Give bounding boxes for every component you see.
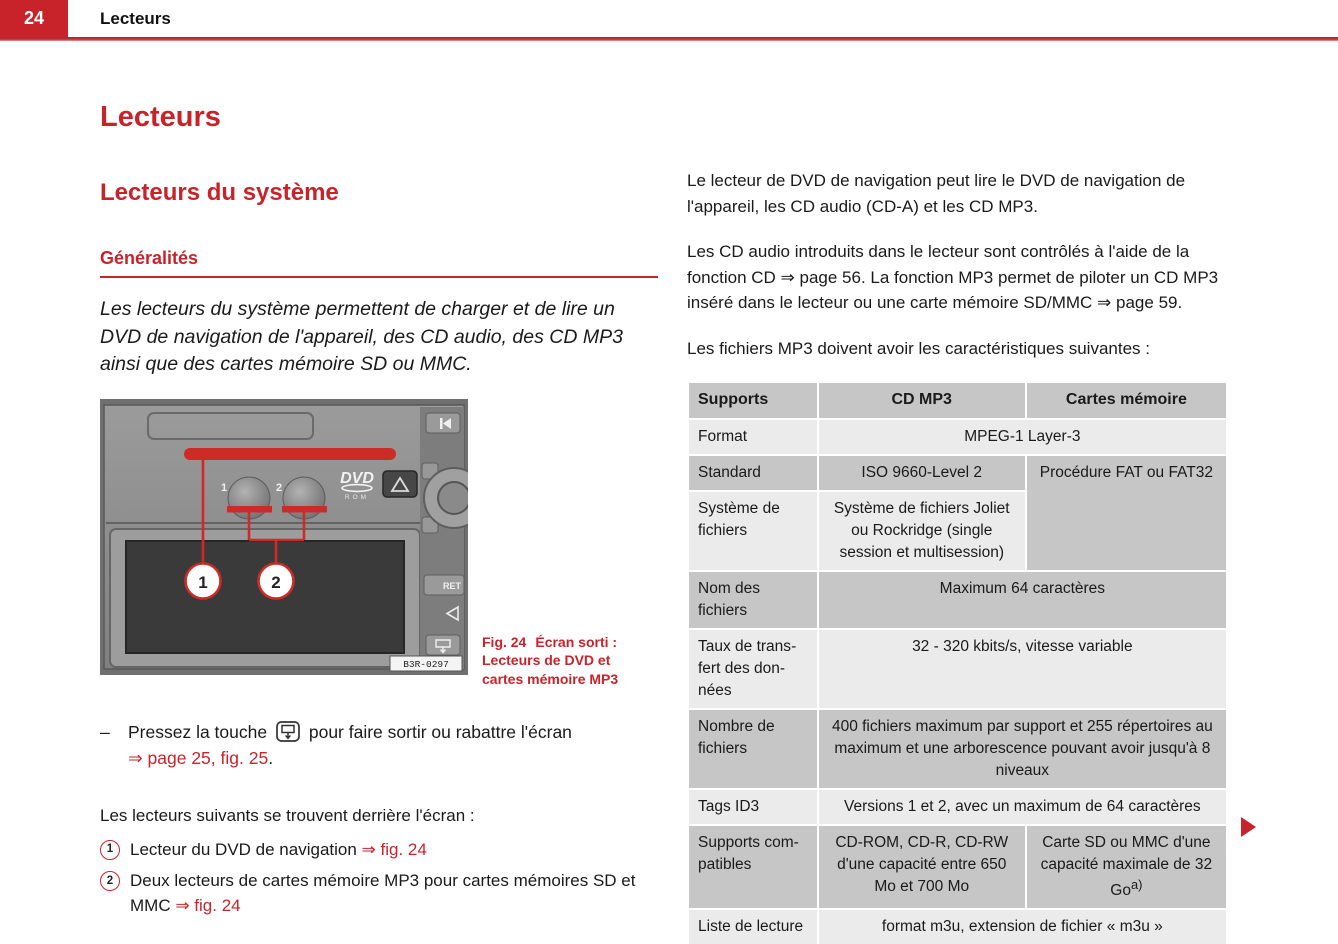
paragraph-3: Les fichiers MP3 doivent avoir les caractéristiques suivantes :: [687, 338, 1150, 358]
row-label-taux: Taux de transfert des données: [688, 629, 818, 709]
dvd-slot: [184, 448, 396, 460]
skip-back-button: [426, 413, 460, 433]
row-label-nombre: Nombre de fichiers: [688, 709, 818, 789]
list-item-2-body: Deux lecteurs de cartes mémoire MP3 pour cartes mémoires SD et MMC: [130, 871, 636, 915]
row-label-nom: Nom des fichiers: [688, 571, 818, 629]
instruction-period: .: [268, 748, 274, 769]
callout-2: [259, 564, 294, 599]
list-item-2: [100, 869, 658, 918]
callout-1: [186, 564, 221, 599]
col-header-cartes: Cartes mémoire: [1026, 382, 1227, 419]
row-label-standard: Standard: [688, 455, 818, 491]
instruction-bullet: [100, 719, 658, 772]
right-column: [687, 168, 1228, 944]
list-item-1-marker: 1: [100, 840, 120, 860]
figure-24: [100, 399, 658, 687]
row-value-systeme-cd: Système de fichiers Joliet ou Rockridge (single session et multisession): [818, 491, 1026, 571]
row-label-supports-compatibles: Supports compatibles: [688, 825, 818, 909]
row-value-standard-cd: ISO 9660-Level 2: [818, 455, 1026, 491]
left-column: [100, 102, 658, 926]
table-header-row: [688, 382, 1227, 419]
row-value-supports-mem: [1026, 825, 1227, 909]
running-header-title: Lecteurs: [100, 8, 171, 28]
callout-1-number: 1: [198, 573, 208, 593]
section-title: Lecteurs du système: [100, 178, 339, 206]
instruction-post: pour faire sortir ou rabattre l'écran: [308, 722, 572, 743]
control-strip-bg: [420, 407, 464, 669]
slot-1-label: 1: [220, 482, 228, 495]
figure-caption: [482, 633, 654, 688]
control-strip: [420, 407, 468, 669]
dvd-logo: DVD: [340, 470, 374, 488]
rotary-knob-center: [438, 482, 468, 514]
screen-key-icon: [276, 721, 300, 742]
skip-back-bar: [440, 418, 443, 429]
xref-page-25[interactable]: ⇒ page 25, fig. 25: [128, 748, 269, 769]
list-item-1-body: Lecteur du DVD de navigation: [130, 839, 357, 859]
row-value-supports-cd: CD-ROM, CD-R, CD-RW d'une capacité entre 650 Mo et 700 Mo: [818, 825, 1026, 909]
row-value-format: MPEG-1 Layer-3: [818, 419, 1227, 455]
table-row: [688, 419, 1227, 455]
figure-caption-text: Écran sorti : Lecteurs de DVD et cartes mémoire MP3: [482, 634, 619, 687]
supports-mem-text: Carte SD ou MMC d'une capacité maximale de 32 Go: [1040, 833, 1213, 899]
row-value-taux: 32 - 320 kbits/s, vitesse variable: [818, 629, 1227, 709]
col-header-cdmp3: CD MP3: [818, 382, 1026, 419]
table-row: [688, 789, 1227, 825]
list-item-1: [100, 838, 658, 863]
list-item-2-text: [130, 869, 658, 918]
row-value-nom: Maximum 64 caractères: [818, 571, 1227, 629]
list-item-2-marker: 2: [100, 871, 120, 891]
table-row: [688, 825, 1227, 909]
page-number-badge: 24: [0, 0, 68, 37]
subsection-title: Généralités: [100, 248, 658, 278]
instruction-pre: Pressez la touche: [128, 722, 268, 743]
table-row: [688, 629, 1227, 709]
table-row: [688, 455, 1227, 491]
chapter-title: Lecteurs: [100, 101, 221, 133]
list-intro: Les lecteurs suivants se trouvent derrière l'écran :: [100, 805, 475, 825]
row-value-tags: Versions 1 et 2, avec un maximum de 64 caractères: [818, 789, 1227, 825]
header-rule: [0, 37, 1338, 41]
continuation-arrow-icon: [1241, 817, 1256, 837]
slot-2-label: 2: [275, 482, 283, 495]
paragraph-2: Les CD audio introduits dans le lecteur sont contrôlés à l'aide de la fonction CD ⇒ page 56. La fonction MP3 permet de piloter un CD MP3 inséré dans le lecteur ou une carte mémoire SD/MMC ⇒ page 59.: [687, 242, 1219, 312]
eject-button: [383, 471, 417, 497]
figure-caption-label: Fig. 24: [482, 634, 527, 651]
table-row: [688, 909, 1227, 944]
row-label-format: Format: [688, 419, 818, 455]
xref-fig-24-a[interactable]: ⇒ fig. 24: [361, 839, 427, 859]
instruction-text: [128, 719, 572, 772]
table-row: [688, 571, 1227, 629]
return-button-label: RET: [443, 581, 461, 592]
screen: [126, 541, 404, 653]
dvd-rom-label: ROM: [344, 494, 370, 502]
paragraph-1: Le lecteur de DVD de navigation peut lire le DVD de navigation de l'appareil, les CD audio (CD-A) et les CD MP3.: [687, 171, 1186, 216]
row-value-liste: format m3u, extension de fichier « m3u »: [818, 909, 1227, 944]
col-header-supports: Supports: [688, 382, 818, 419]
row-label-tags: Tags ID3: [688, 789, 818, 825]
footnote-marker: a): [1130, 876, 1143, 892]
row-label-systeme: Système de fichiers: [688, 491, 818, 571]
list-item-1-text: [130, 838, 427, 863]
bullet-dash: –: [100, 722, 110, 743]
row-value-standard-mem: Procédure FAT ou FAT32: [1026, 455, 1227, 571]
row-value-nombre: 400 fichiers maximum par support et 255 répertoires au maximum et une arborescence pouvant avoir jusqu'à 8 niveaux: [818, 709, 1227, 789]
table-row: [688, 709, 1227, 789]
image-code: B3R-0297: [403, 659, 449, 671]
mp3-spec-table: [687, 381, 1228, 944]
xref-fig-24-b[interactable]: ⇒ fig. 24: [175, 895, 241, 915]
lead-paragraph: Les lecteurs du système permettent de charger et de lire un DVD de navigation de l'appareil, des CD audio, des CD MP3 ainsi que des cartes mémoire SD ou MMC.: [100, 298, 623, 375]
callout-2-number: 2: [271, 573, 281, 593]
row-label-liste: Liste de lecture: [688, 909, 818, 944]
device-photo: [100, 399, 468, 675]
